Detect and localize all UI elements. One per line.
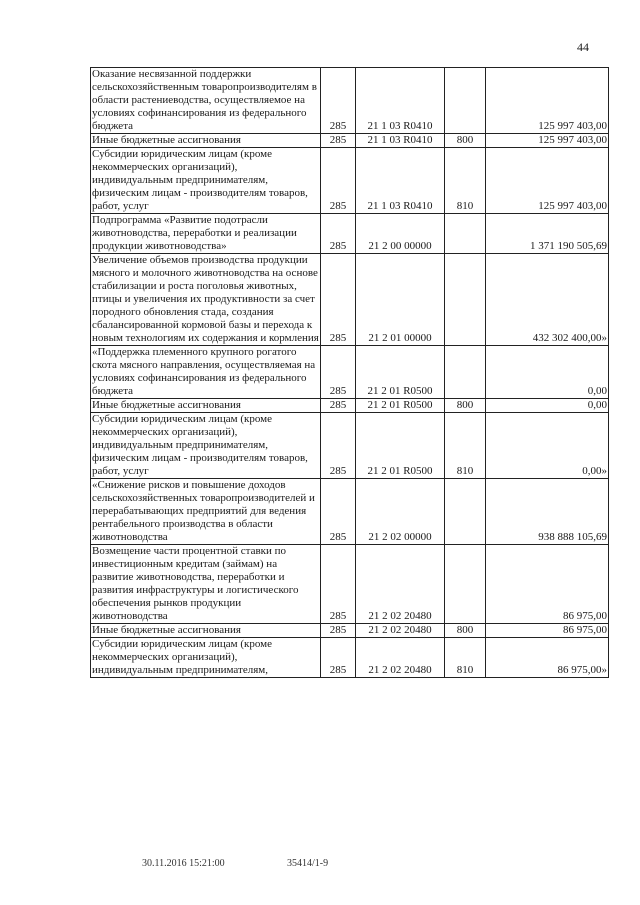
row-amount-cell: 0,00 [486, 399, 609, 413]
row-name-cell: Возмещение части процентной ставки по инвестиционным кредитам (займам) на развитие животноводства, переработки и развития инфраструктуры и логистического обеспечения рынков продукции животноводства [91, 545, 321, 624]
row-name-cell: Субсидии юридическим лицам (кроме некоммерческих организаций), индивидуальным предпринимателям, [91, 638, 321, 678]
table-row [91, 638, 609, 678]
row-name-cell: Иные бюджетные ассигнования [91, 399, 321, 413]
row-gr-cell: 285 [321, 638, 356, 678]
row-name-cell: Оказание несвязанной поддержки сельскохозяйственным товаропроизводителям в области растениеводства, осуществляемое на условиях софинансирования из федерального бюджета [91, 68, 321, 134]
row-amount-cell: 1 371 190 505,69 [486, 214, 609, 254]
row-gr-cell: 285 [321, 254, 356, 346]
footer-timestamp: 30.11.2016 15:21:00 [142, 858, 225, 869]
budget-table [90, 67, 609, 678]
row-code-cell: 21 2 02 20480 [356, 638, 445, 678]
row-amount-cell: 86 975,00 [486, 624, 609, 638]
row-code-cell: 21 2 02 00000 [356, 479, 445, 545]
row-type-cell [445, 68, 486, 134]
row-name-cell: «Снижение рисков и повышение доходов сельскохозяйственных товаропроизводителей и перерабатывающих предприятий для ведения рентабельного производства в области животноводства [91, 479, 321, 545]
row-type-cell [445, 254, 486, 346]
row-amount-cell: 86 975,00 [486, 545, 609, 624]
row-type-cell [445, 346, 486, 399]
row-gr-cell: 285 [321, 399, 356, 413]
row-amount-cell: 125 997 403,00 [486, 68, 609, 134]
row-gr-cell: 285 [321, 624, 356, 638]
row-type-cell: 800 [445, 134, 486, 148]
table-row [91, 148, 609, 214]
row-gr-cell: 285 [321, 214, 356, 254]
row-type-cell [445, 479, 486, 545]
table-row [91, 254, 609, 346]
table-row [91, 545, 609, 624]
row-gr-cell: 285 [321, 413, 356, 479]
row-amount-cell: 125 997 403,00 [486, 148, 609, 214]
row-gr-cell: 285 [321, 148, 356, 214]
row-code-cell: 21 2 01 R0500 [356, 413, 445, 479]
row-amount-cell: 0,00 [486, 346, 609, 399]
row-amount-cell: 938 888 105,69 [486, 479, 609, 545]
row-name-cell: Иные бюджетные ассигнования [91, 624, 321, 638]
table-row [91, 134, 609, 148]
table-row [91, 346, 609, 399]
row-code-cell: 21 1 03 R0410 [356, 148, 445, 214]
row-type-cell [445, 214, 486, 254]
page-number: 44 [577, 40, 589, 54]
row-type-cell [445, 545, 486, 624]
row-gr-cell: 285 [321, 545, 356, 624]
table-row [91, 68, 609, 134]
row-code-cell: 21 2 01 R0500 [356, 346, 445, 399]
row-gr-cell: 285 [321, 346, 356, 399]
row-name-cell: Увеличение объемов производства продукции мясного и молочного животноводства на основе стабилизации и роста поголовья животных, птицы и увеличения их продуктивности за счет породного обновления стада, создания сбалансированной кормовой базы и перехода к новым технологиям их содержания и кормления [92, 254, 319, 344]
table-row [91, 399, 609, 413]
row-gr-cell: 285 [321, 68, 356, 134]
row-code-cell: 21 2 02 20480 [356, 624, 445, 638]
row-code-cell: 21 1 03 R0410 [356, 134, 445, 148]
table-row [91, 214, 609, 254]
row-name-cell: Подпрограмма «Развитие подотрасли животноводства, переработки и реализации продукции животноводства» [91, 214, 321, 254]
row-type-cell: 800 [445, 624, 486, 638]
row-name-cell: «Поддержка племенного крупного рогатого скота мясного направления, осуществляемая на условиях софинансирования из федерального бюджета [91, 346, 321, 399]
footer-document-number: 35414/1-9 [287, 858, 329, 869]
row-code-cell: 21 2 02 20480 [356, 545, 445, 624]
row-amount-cell: 125 997 403,00 [486, 134, 609, 148]
row-type-cell: 810 [445, 638, 486, 678]
row-name-cell: Субсидии юридическим лицам (кроме некоммерческих организаций), индивидуальным предпринимателям, физическим лицам - производителям товаров, работ, услуг [91, 413, 321, 479]
row-amount-cell: 86 975,00» [486, 638, 609, 678]
row-amount-cell: 432 302 400,00» [486, 254, 609, 346]
row-name-cell: Субсидии юридическим лицам (кроме некоммерческих организаций), индивидуальным предпринимателям, физическим лицам - производителям товаров, работ, услуг [91, 148, 321, 214]
row-type-cell: 810 [445, 148, 486, 214]
table-row [91, 624, 609, 638]
table-row [91, 413, 609, 479]
row-type-cell: 810 [445, 413, 486, 479]
table-row [91, 479, 609, 545]
row-code-cell: 21 2 01 R0500 [356, 399, 445, 413]
row-code-cell: 21 1 03 R0410 [356, 68, 445, 134]
row-name-cell: Иные бюджетные ассигнования [91, 134, 321, 148]
row-amount-cell: 0,00» [486, 413, 609, 479]
row-type-cell: 800 [445, 399, 486, 413]
row-gr-cell: 285 [321, 479, 356, 545]
row-code-cell: 21 2 01 00000 [356, 254, 445, 346]
row-gr-cell: 285 [321, 134, 356, 148]
row-code-cell: 21 2 00 00000 [356, 214, 445, 254]
